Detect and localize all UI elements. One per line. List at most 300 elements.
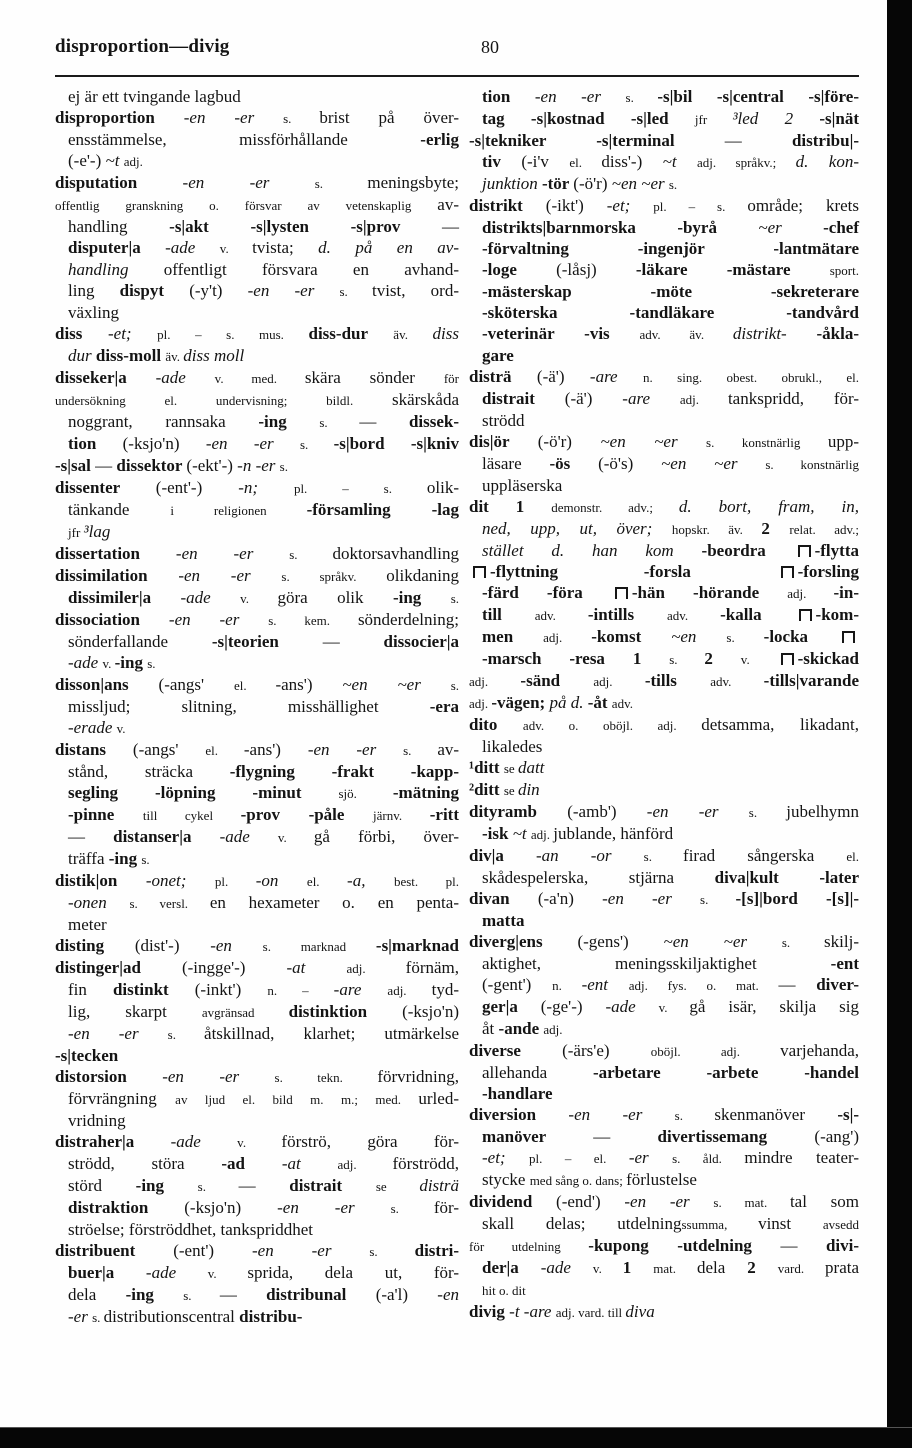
text-segment: med sång o. dans; bbox=[529, 1173, 627, 1188]
dictionary-line bbox=[55, 1001, 459, 1023]
text-segment: ~en ~er bbox=[661, 454, 766, 473]
text-segment: diss'-) bbox=[601, 152, 663, 171]
dictionary-line bbox=[55, 804, 459, 826]
text-segment: s. bbox=[625, 90, 658, 105]
text-segment: göra olik bbox=[277, 588, 393, 607]
text-segment: ströelse; förströddhet, tankspriddhet bbox=[68, 1220, 314, 1239]
text-segment: -ade bbox=[605, 997, 659, 1016]
text-segment: se bbox=[375, 1179, 420, 1194]
text-segment: s. konstnärlig bbox=[765, 457, 859, 472]
text-segment: ensstämmelse, missförhållande bbox=[68, 130, 421, 149]
text-segment: din bbox=[517, 780, 540, 799]
text-segment: distribu- bbox=[239, 1307, 303, 1326]
dictionary-line bbox=[469, 910, 859, 931]
text-segment: v. bbox=[277, 830, 314, 845]
text-segment: ~t bbox=[512, 824, 531, 843]
dictionary-line bbox=[469, 757, 859, 779]
text-segment: adj. bbox=[337, 1157, 393, 1172]
text-segment: divi- bbox=[825, 1236, 860, 1255]
dictionary-line bbox=[469, 108, 859, 130]
text-segment: sport. bbox=[829, 263, 859, 278]
text-segment: d. kon- bbox=[795, 152, 860, 171]
page-content bbox=[55, 36, 859, 1328]
text-segment: offentlig granskning o. försvar av vetenskaplig bbox=[55, 198, 438, 213]
dictionary-line bbox=[55, 543, 459, 565]
text-segment: distribunal bbox=[266, 1285, 376, 1304]
text-segment: -en -er bbox=[168, 610, 269, 629]
dictionary-line bbox=[55, 216, 459, 237]
text-segment: olik- bbox=[426, 478, 459, 497]
text-segment: 1 bbox=[622, 1258, 654, 1277]
text-segment: -s|marknad bbox=[375, 936, 459, 955]
text-segment: meter bbox=[68, 915, 107, 934]
text-segment: s. bbox=[781, 935, 825, 950]
text-segment: sönderfallande bbox=[68, 632, 212, 651]
text-segment: järnv. bbox=[373, 808, 430, 823]
text-segment: -prov -påle bbox=[240, 805, 374, 824]
text-segment: dissertation bbox=[55, 544, 176, 563]
text-segment: stycke bbox=[482, 1170, 530, 1189]
text-segment: -ing bbox=[392, 588, 451, 607]
text-segment: distri- bbox=[414, 1241, 460, 1260]
text-segment: divig bbox=[469, 1302, 510, 1321]
text-segment: ²ditt bbox=[469, 780, 504, 799]
text-segment: adj. bbox=[679, 392, 728, 407]
dictionary-line bbox=[469, 626, 859, 648]
dictionary-line bbox=[55, 1219, 459, 1240]
compound-mark-icon bbox=[842, 631, 855, 643]
text-segment: ¹ditt bbox=[469, 758, 504, 777]
dictionary-line bbox=[55, 259, 459, 280]
text-segment: -er bbox=[628, 1148, 673, 1167]
dictionary-line bbox=[55, 86, 459, 107]
text-segment: -loge bbox=[482, 260, 557, 279]
text-segment: -erlig bbox=[420, 130, 459, 149]
text-segment: (-amb') bbox=[567, 802, 647, 821]
text-segment: s. bbox=[700, 892, 736, 907]
text-segment: div|a bbox=[469, 846, 537, 865]
text-segment: -en -er bbox=[162, 1067, 275, 1086]
text-segment: -intills bbox=[587, 605, 667, 624]
text-segment: adj. bbox=[469, 696, 492, 711]
text-segment: datt bbox=[517, 758, 545, 777]
dictionary-line bbox=[55, 433, 459, 455]
text-segment: — bbox=[219, 1285, 267, 1304]
text-segment: -at bbox=[281, 1154, 338, 1173]
text-segment: v. bbox=[592, 1261, 623, 1276]
text-segment: s. bbox=[450, 591, 460, 606]
dictionary-line bbox=[469, 518, 859, 540]
text-segment: av- bbox=[437, 195, 459, 214]
text-segment: (-ksjo'n) bbox=[184, 1198, 278, 1217]
dictionary-line bbox=[55, 826, 459, 848]
text-segment: -forsling bbox=[797, 562, 859, 581]
text-segment: s. tekn. bbox=[274, 1070, 378, 1085]
text-segment: sprida, dela ut, för- bbox=[247, 1263, 459, 1282]
text-segment: el. bbox=[846, 849, 859, 864]
text-segment: adj. bbox=[346, 961, 406, 976]
text-segment: el. bbox=[205, 743, 244, 758]
text-segment: adj. bbox=[530, 827, 554, 842]
text-segment: dividend bbox=[469, 1192, 557, 1211]
compound-mark-icon bbox=[798, 545, 811, 557]
text-segment: -en -er bbox=[646, 802, 749, 821]
text-segment: -erade bbox=[68, 718, 117, 737]
text-columns bbox=[55, 86, 859, 1328]
text-segment: av ljud el. bild m. m.; med. bbox=[175, 1092, 419, 1107]
text-segment: tag -s|kostnad -s|led bbox=[482, 109, 695, 128]
text-segment: — bbox=[95, 456, 117, 475]
text-segment: ej är ett tvingande lagbud bbox=[68, 87, 241, 106]
text-segment: -en -er bbox=[602, 889, 701, 908]
text-segment: -er bbox=[68, 1307, 93, 1326]
scan-edge-right bbox=[887, 0, 912, 1448]
dictionary-line bbox=[55, 107, 459, 129]
text-segment: — bbox=[238, 1176, 290, 1195]
text-segment: -an -or bbox=[536, 846, 644, 865]
text-segment: -in- bbox=[833, 583, 859, 602]
dictionary-line bbox=[469, 1018, 859, 1040]
text-segment: urled- bbox=[418, 1089, 459, 1108]
text-segment: n. bbox=[552, 978, 582, 993]
dictionary-line bbox=[469, 323, 859, 345]
text-segment: 2 bbox=[747, 1258, 778, 1277]
text-segment: ~t bbox=[105, 151, 124, 170]
text-segment: s. bbox=[314, 176, 368, 191]
text-segment: -färd -föra bbox=[482, 583, 611, 602]
text-segment: avsedd bbox=[822, 1217, 859, 1232]
text-segment: -s|nät bbox=[819, 109, 859, 128]
compound-mark-icon bbox=[781, 566, 794, 578]
text-segment: för bbox=[443, 371, 459, 386]
dictionary-line bbox=[55, 411, 459, 433]
dictionary-line bbox=[469, 173, 859, 195]
text-segment: allehanda bbox=[482, 1063, 593, 1082]
text-segment: stånd, sträcka bbox=[68, 762, 230, 781]
text-segment: undersökning el. undervisning; bildl. bbox=[55, 393, 392, 408]
text-segment: adj. språkv.; bbox=[697, 155, 796, 170]
text-segment: -onen bbox=[68, 893, 130, 912]
text-segment: (-end') bbox=[556, 1192, 625, 1211]
dictionary-line bbox=[469, 888, 859, 910]
text-segment: -locka bbox=[763, 627, 838, 646]
text-segment: ~en ~er bbox=[342, 675, 451, 694]
text-segment: -are bbox=[622, 389, 680, 408]
text-segment: diss bbox=[55, 324, 108, 343]
text-segment: för- bbox=[433, 1198, 460, 1217]
running-head: disproportion—divig bbox=[55, 36, 230, 57]
dictionary-line bbox=[55, 1197, 459, 1219]
text-segment: -läkare -mästare bbox=[635, 260, 830, 279]
compound-mark-icon bbox=[615, 587, 628, 599]
dictionary-line bbox=[55, 739, 459, 761]
text-segment: förlustelse bbox=[626, 1170, 697, 1189]
text-segment: avgränsad bbox=[201, 1005, 289, 1020]
text-segment: pl. – s. bbox=[293, 481, 427, 496]
text-segment: el. bbox=[233, 678, 276, 693]
dictionary-line bbox=[469, 1301, 859, 1323]
text-segment: jfr bbox=[694, 112, 733, 127]
text-segment: -are bbox=[589, 367, 643, 386]
text-segment: -beordra bbox=[701, 541, 794, 560]
text-segment: adj. bbox=[543, 1022, 563, 1037]
compound-mark-icon bbox=[473, 566, 486, 578]
dictionary-line bbox=[469, 996, 859, 1018]
text-segment: dela bbox=[68, 1285, 126, 1304]
text-segment: dis|ör bbox=[469, 432, 538, 451]
dictionary-line bbox=[469, 714, 859, 736]
text-segment: — bbox=[593, 1127, 658, 1146]
dictionary-line bbox=[55, 892, 459, 914]
text-segment: -veterinär -vis bbox=[482, 324, 640, 343]
text-segment: äv. bbox=[393, 327, 433, 342]
text-segment: s. mat. bbox=[713, 1195, 790, 1210]
text-segment: s. bbox=[92, 1310, 104, 1325]
text-segment: oböjl. adj. bbox=[650, 1044, 781, 1059]
text-segment: ~en ~er bbox=[611, 174, 669, 193]
text-segment: el. bbox=[569, 155, 602, 170]
text-segment: ³lag bbox=[83, 522, 111, 541]
text-segment: s. bbox=[167, 1027, 205, 1042]
text-segment: hit o. dit bbox=[482, 1283, 526, 1298]
text-segment: i religionen bbox=[170, 503, 307, 518]
text-segment: s. bbox=[141, 852, 150, 867]
dictionary-line bbox=[55, 129, 459, 150]
text-segment: ³led 2 bbox=[732, 109, 820, 128]
text-segment: adv. bbox=[710, 674, 764, 689]
dictionary-line bbox=[55, 521, 459, 543]
text-segment: v. bbox=[237, 1135, 282, 1150]
text-segment: skärskåda bbox=[391, 390, 459, 409]
dictionary-line bbox=[55, 914, 459, 935]
text-segment: -en -er bbox=[251, 1241, 370, 1260]
text-segment: av- bbox=[437, 740, 460, 759]
text-segment: förvrängning bbox=[68, 1089, 176, 1108]
text-segment: adv. bbox=[667, 608, 721, 623]
text-segment: v. bbox=[740, 652, 777, 667]
text-segment: s. bbox=[197, 1179, 239, 1194]
text-segment: s. bbox=[726, 630, 764, 645]
dictionary-line bbox=[55, 499, 459, 521]
text-segment: till bbox=[482, 605, 535, 624]
text-segment: dissimiler|a bbox=[68, 588, 181, 607]
text-segment: -en -er bbox=[178, 566, 282, 585]
dictionary-line bbox=[469, 388, 859, 410]
text-segment: distrikt- bbox=[732, 324, 817, 343]
dictionary-line bbox=[55, 761, 459, 782]
text-segment: -församling -lag bbox=[306, 500, 459, 519]
text-segment: till cykel bbox=[142, 808, 241, 823]
text-segment: (-ge'-) bbox=[540, 997, 606, 1016]
text-segment: (-ärs'e) bbox=[562, 1041, 651, 1060]
dictionary-line bbox=[469, 345, 859, 366]
text-segment: -tills bbox=[644, 671, 711, 690]
dictionary-line bbox=[469, 1040, 859, 1062]
text-segment: (-ksjo'n) bbox=[122, 434, 206, 453]
dictionary-line bbox=[55, 1153, 459, 1175]
dictionary-line bbox=[55, 674, 459, 696]
text-segment: ~en ~er bbox=[663, 932, 782, 951]
text-segment: disting bbox=[55, 936, 135, 955]
text-segment: strödd, störa bbox=[68, 1154, 222, 1173]
dictionary-line bbox=[55, 302, 459, 323]
text-segment: -isk bbox=[482, 824, 513, 843]
text-segment: dela bbox=[696, 1258, 748, 1277]
dictionary-line bbox=[469, 561, 859, 582]
text-segment: diversion bbox=[469, 1105, 569, 1124]
dictionary-line bbox=[469, 302, 859, 323]
text-segment: adj. bbox=[123, 154, 143, 169]
text-segment: -ing bbox=[135, 1176, 198, 1195]
text-segment: tänkande bbox=[68, 500, 171, 519]
text-segment: adj. bbox=[543, 630, 592, 645]
dictionary-line bbox=[55, 1131, 459, 1153]
text-segment: -kalla bbox=[720, 605, 795, 624]
dictionary-line bbox=[469, 195, 859, 217]
text-segment: -en -er bbox=[183, 108, 284, 127]
text-segment: (-i'v bbox=[521, 152, 570, 171]
text-segment: -ade bbox=[155, 368, 215, 387]
compound-mark-icon bbox=[781, 653, 794, 665]
text-segment: -hän -hörande bbox=[631, 583, 788, 602]
text-segment: diver- bbox=[816, 975, 860, 994]
dictionary-line bbox=[55, 1262, 459, 1284]
text-segment: s. bbox=[183, 1288, 220, 1303]
text-segment: äv. bbox=[165, 349, 184, 364]
text-segment: — bbox=[68, 827, 114, 846]
text-segment: (-inkt') bbox=[194, 980, 268, 999]
text-segment: (-ikt') bbox=[545, 196, 607, 215]
dictionary-line bbox=[469, 151, 859, 173]
dictionary-line bbox=[55, 1284, 459, 1306]
text-segment: — bbox=[442, 217, 459, 236]
scan-edge-bottom bbox=[0, 1427, 912, 1448]
text-segment: -pinne bbox=[68, 805, 143, 824]
text-segment: adj. bbox=[387, 983, 432, 998]
text-segment: s. bbox=[403, 743, 438, 758]
text-segment: (-ä') bbox=[564, 389, 623, 408]
text-segment: -sköterska -tandläkare -tandvård bbox=[482, 303, 859, 322]
text-segment: skilj- bbox=[824, 932, 859, 951]
dictionary-line bbox=[469, 1062, 859, 1083]
text-segment: adj. bbox=[593, 674, 645, 689]
text-segment: — bbox=[322, 632, 384, 651]
dictionary-line bbox=[469, 582, 859, 604]
text-segment: d. bort, fram, in, bbox=[678, 497, 859, 516]
text-segment: junktion bbox=[482, 174, 542, 193]
text-segment: pl. – s. bbox=[653, 199, 748, 214]
text-segment: -vägen; bbox=[491, 693, 550, 712]
text-segment: ~er bbox=[758, 218, 824, 237]
text-segment: tyd- bbox=[431, 980, 459, 999]
text-segment: disproportion bbox=[55, 108, 184, 127]
dictionary-line bbox=[469, 1126, 859, 1147]
text-segment: jublande, hänförd bbox=[553, 824, 674, 843]
text-segment: s. bbox=[643, 849, 684, 864]
text-segment: relat. adv.; bbox=[789, 522, 859, 537]
text-segment: på d. bbox=[549, 693, 588, 712]
text-segment: (-låsj) bbox=[556, 260, 636, 279]
text-segment: (-gens') bbox=[577, 932, 664, 951]
text-segment: -flyttning -forsla bbox=[490, 562, 777, 581]
text-segment: s. bbox=[283, 111, 320, 126]
text-segment: adj. vard. till bbox=[555, 1305, 626, 1320]
text-segment: ger|a bbox=[482, 997, 541, 1016]
text-segment: -s|bord -s|kniv bbox=[333, 434, 459, 453]
dictionary-line bbox=[55, 1088, 459, 1110]
text-segment: detsamma, likadant, bbox=[701, 715, 860, 734]
text-segment: — bbox=[778, 975, 817, 994]
dictionary-line bbox=[469, 953, 859, 974]
text-segment: dissek- bbox=[408, 412, 460, 431]
text-segment: distans bbox=[55, 740, 133, 759]
text-segment: ned, upp, ut, över; bbox=[482, 519, 672, 538]
text-segment: -ing bbox=[258, 412, 320, 431]
dictionary-line bbox=[55, 1066, 459, 1088]
text-segment: -flygning -frakt -kapp- bbox=[229, 762, 459, 781]
dictionary-line bbox=[469, 1104, 859, 1126]
text-segment: gå isär, skilja sig bbox=[689, 997, 859, 1016]
text-segment: -ade bbox=[68, 653, 103, 672]
text-segment: -skickad bbox=[797, 649, 860, 668]
text-segment: ~en ~er bbox=[600, 432, 707, 451]
text-segment: diss-moll bbox=[95, 346, 166, 365]
dictionary-line bbox=[469, 217, 859, 238]
text-segment: s. bbox=[319, 415, 360, 430]
text-segment: disputer|a bbox=[68, 238, 166, 257]
text-segment: dit 1 bbox=[469, 497, 552, 516]
dictionary-line bbox=[469, 238, 859, 259]
text-segment: -åt bbox=[587, 693, 612, 712]
text-segment: skära sönder bbox=[304, 368, 444, 387]
dictionary-line bbox=[469, 86, 859, 108]
dictionary-line bbox=[55, 782, 459, 804]
text-segment: dissocier|a bbox=[383, 632, 460, 651]
text-segment: dityramb bbox=[469, 802, 568, 821]
text-segment: disson|ans bbox=[55, 675, 159, 694]
text-segment: -ade bbox=[145, 1263, 208, 1282]
text-segment: n. sing. obest. obrukl., el. bbox=[643, 370, 860, 385]
text-segment: s. bbox=[147, 656, 156, 671]
dictionary-line bbox=[55, 870, 459, 892]
text-segment: mindre teater- bbox=[744, 1148, 860, 1167]
text-segment: v. med. bbox=[214, 371, 305, 386]
text-segment: tvista; bbox=[252, 238, 319, 257]
dictionary-line bbox=[55, 587, 459, 609]
text-segment: jubelhymn bbox=[786, 802, 860, 821]
dictionary-line bbox=[55, 237, 459, 259]
text-segment: -chef bbox=[823, 218, 859, 237]
dictionary-line bbox=[469, 130, 859, 151]
text-segment: buer|a bbox=[68, 1263, 146, 1282]
text-segment: meningsbyte; bbox=[367, 173, 460, 192]
text-segment: segling -löpning -minut bbox=[68, 783, 339, 802]
text-segment: -ade bbox=[165, 238, 220, 257]
text-segment: (-e'-) bbox=[68, 151, 106, 170]
text-segment: -mätning bbox=[392, 783, 459, 802]
text-segment: -handlare bbox=[482, 1084, 553, 1103]
text-segment: se bbox=[503, 783, 518, 798]
text-segment: växling bbox=[68, 303, 119, 322]
dictionary-line bbox=[469, 1147, 859, 1169]
dictionary-line bbox=[55, 609, 459, 631]
text-segment: diverg|ens bbox=[469, 932, 578, 951]
text-segment: vard. bbox=[777, 1261, 826, 1276]
text-segment: -en -er bbox=[624, 1192, 714, 1211]
text-segment: aktighet, meningsskiljaktighet bbox=[482, 954, 831, 973]
text-segment: (-ö's) bbox=[598, 454, 662, 473]
text-segment: diva bbox=[625, 1302, 655, 1321]
